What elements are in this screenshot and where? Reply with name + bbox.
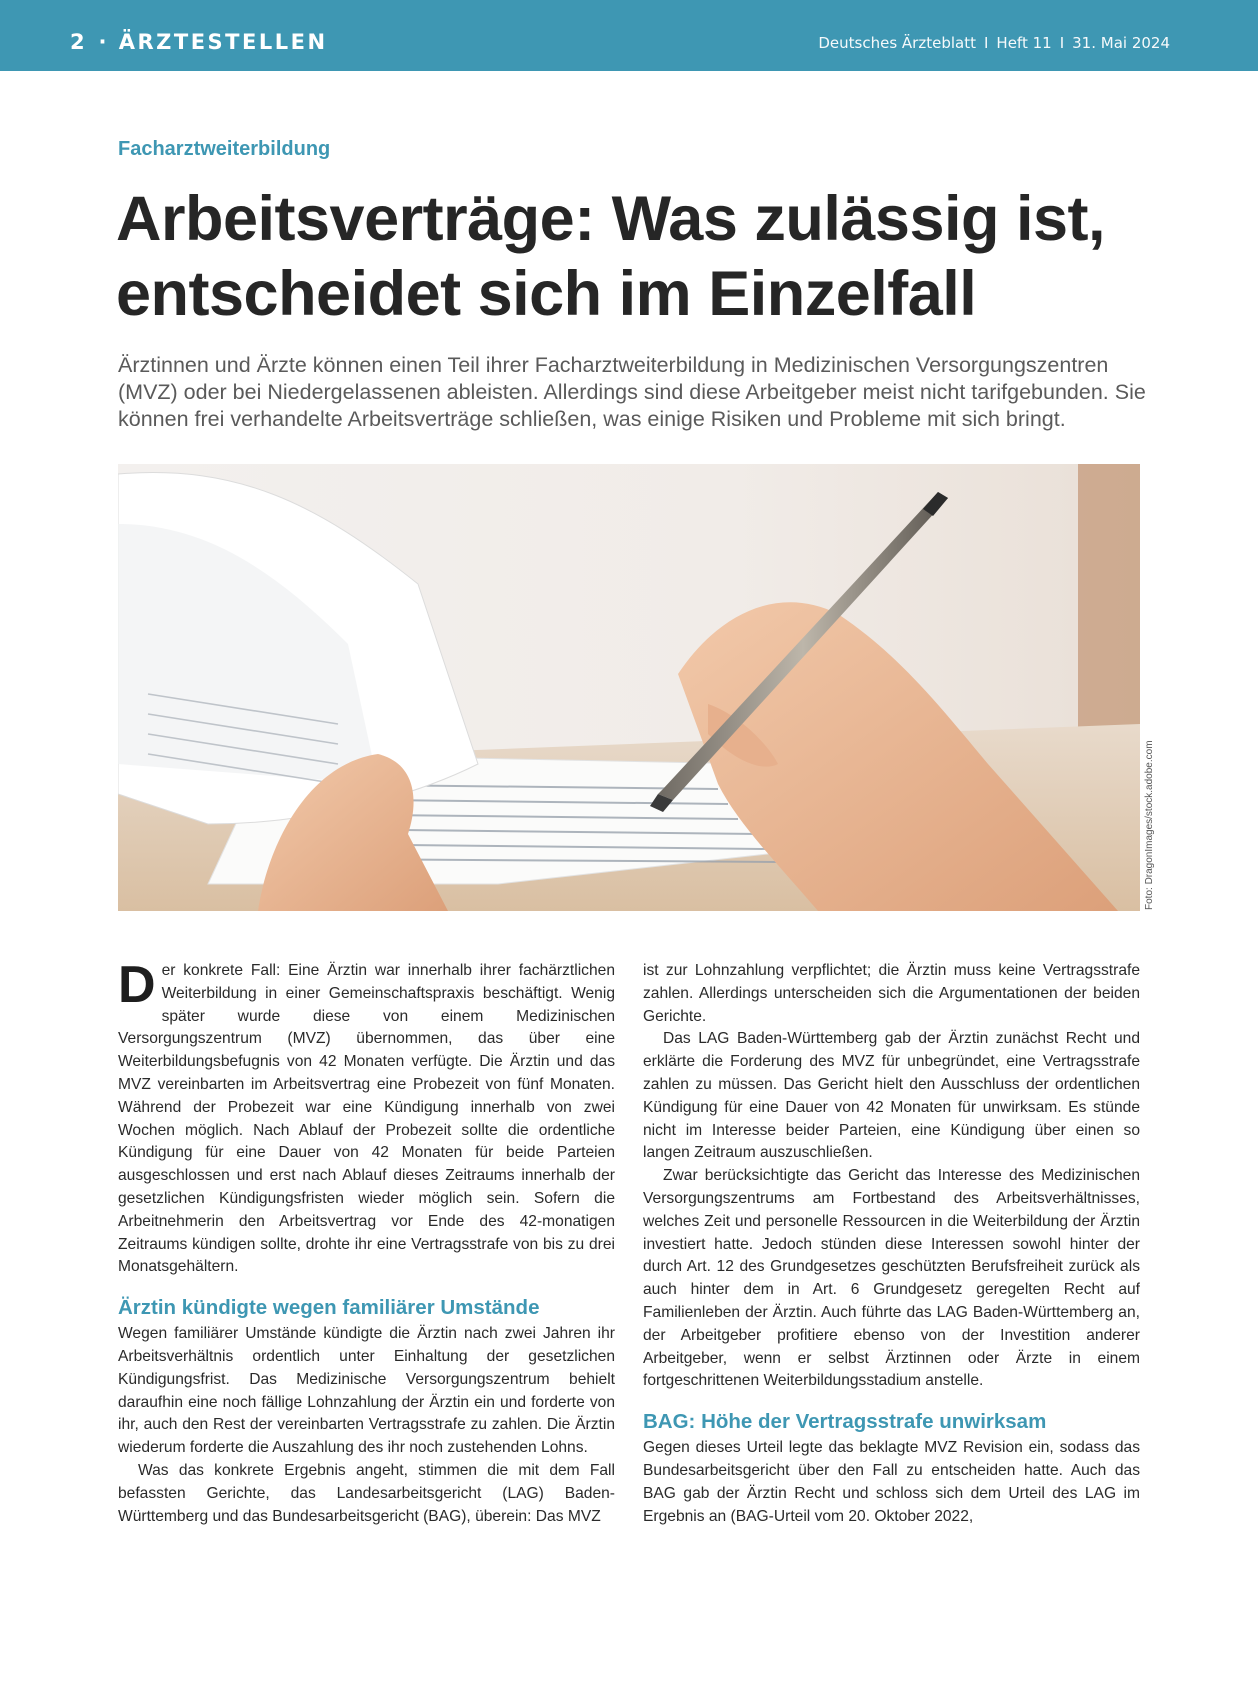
page-number: 2 [70, 30, 85, 54]
paragraph-2: Wegen familiärer Umstände kündigte die Ärztin nach zwei Jahren ihr Arbeitsverhältnis ordentlich unter Einhaltung der gesetzlichen Kündigungsfrist. Das Medizinische Versorgungszentrum behielt daraufhin eine noch fällige Lohnzahlung der Ärztin ein und forderte von ihr, auch den Rest der vereinbarten Vertragsstrafe zu zahlen. Die Ärztin wiederum forderte die Auszahlung des ihr noch zustehenden Lohns. [118, 1325, 615, 1457]
paragraph-1 [118, 956, 615, 1279]
article-column-left [118, 956, 615, 1528]
section-name: ÄRZTESTELLEN [118, 30, 328, 54]
paragraph-1-text: er konkrete Fall: Eine Ärztin war innerhalb ihrer fachärztlichen Weiterbildung in einer Gemeinschaftspraxis beschäftigt. Wenig später wurde diese von einem Medizinischen Versorgungszentrum (MVZ) übernommen, das über eine Weiterbildungsbefugnis von 42 Monaten verfügte. Die Ärztin und das MVZ vereinbarten im Arbeitsvertrag eine Probezeit von fünf Monaten. Während der Probezeit war eine Kündigung innerhalb von zwei Wochen möglich. Nach Ablauf der Probezeit sollte die ordentliche Kündigung für eine Dauer von 42 Monaten für beide Parteien ausgeschlossen und erst nach Ablauf dieses Zeitraums innerhalb der gesetzlichen Kündigungsfristen wieder möglich sein. Sofern die Arbeitnehmerin den Arbeitsvertrag vor Ende des 42-monatigen Zeitraums kündigen sollte, drohte ihr eine Vertragsstrafe von bis zu drei Monatsgehältern. [118, 962, 615, 1276]
article-column-right [643, 960, 1140, 1528]
photo-illustration [118, 464, 1140, 911]
title-line-2: entscheidet sich im Einzelfall [116, 259, 977, 329]
article-lead: Ärztinnen und Ärzte können einen Teil ihrer Facharztweiterbildung in Medizinischen Versorgungszentren (MVZ) oder bei Niedergelassenen ableisten. Allerdings sind diese Arbeitgeber meist nicht tarifgebunden. Sie können frei verhandelte Arbeitsverträge schließen, was einige Risiken und Probleme mit sich bringt. [118, 353, 1146, 431]
paragraph-3: Was das konkrete Ergebnis angeht, stimmen die mit dem Fall befassten Gerichte, das Landesarbeitsgericht (LAG) Baden-Württemberg und das Bundesarbeitsgericht (BAG), überein: Das MVZ [118, 1461, 615, 1525]
paragraph-5: Das LAG Baden-Württemberg gab der Ärztin zunächst Recht und erklärte die Forderung des MVZ für unbegründet, eine Vertragsstrafe zahlen zu müssen. Das Gericht hielt den Ausschluss der ordentlichen Kündigung für eine Dauer von 42 Monaten für unwirksam. Es stünde nicht im Interesse beider Parteien, eine Kündigung über einen so langen Zeitraum auszuschließen. [643, 1030, 1140, 1162]
title-line-1: Arbeitsverträge: Was zulässig ist, [116, 184, 1106, 254]
article-title [116, 182, 1156, 332]
photo-credit: Foto: DragonImages/stock.adobe.com [1144, 740, 1155, 910]
paragraph-6: Zwar berücksichtigte das Gericht das Interesse des Medizinischen Versorgungszentrums am Fortbestand des Arbeitsverhältnisses, welches Zeit und personelle Ressourcen in die Weiterbildung der Ärztin investiert hatte. Jedoch stünden diese Interessen sowohl hinter der durch Art. 12 des Grundgesetzes geschützten Berufsfreiheit zurück als auch hinter dem in Art. 6 Grundgesetz geregelten Recht auf Familienleben der Ärztin. Auch führte das LAG Baden-Württemberg an, der Arbeitgeber profitiere ebenso von der Investition anderer Arbeitgeber, wenn er selbst Ärztinnen oder Ärzte in einem fortgeschrittenen Weiterbildungsstadium anstelle. [643, 1167, 1140, 1390]
paragraph-4: ist zur Lohnzahlung verpflichtet; die Ärztin muss keine Vertragsstrafe zahlen. Allerdings unterscheiden sich die Argumentationen der beiden Gerichte. [643, 962, 1140, 1025]
issue-number: Heft 11 [996, 34, 1052, 52]
issue-info [818, 34, 1170, 52]
date-divider: I [1059, 34, 1065, 52]
subheading-2: BAG: Höhe der Vertragsstrafe unwirksam [643, 1410, 1047, 1434]
article-kicker: Facharztweiterbildung [118, 138, 331, 160]
drop-cap: D [118, 956, 156, 1014]
issue-divider: I [983, 34, 989, 52]
subheading-1: Ärztin kündigte wegen familiärer Umstände [118, 1296, 540, 1320]
publication-name: Deutsches Ärzteblatt [818, 34, 976, 52]
issue-date: 31. Mai 2024 [1072, 34, 1170, 52]
header-separator: · [98, 30, 109, 54]
paragraph-7: Gegen dieses Urteil legte das beklagte MVZ Revision ein, sodass das Bundesarbeitsgericht über den Fall zu entscheiden hatte. Auch das BAG gab der Ärztin Recht und schloss sich dem Urteil des LAG im Ergebnis an (BAG-Urteil vom 20. Oktober 2022, [643, 1439, 1140, 1525]
section-label [70, 30, 328, 54]
article-photo [118, 464, 1140, 911]
header-bar [0, 0, 1258, 71]
